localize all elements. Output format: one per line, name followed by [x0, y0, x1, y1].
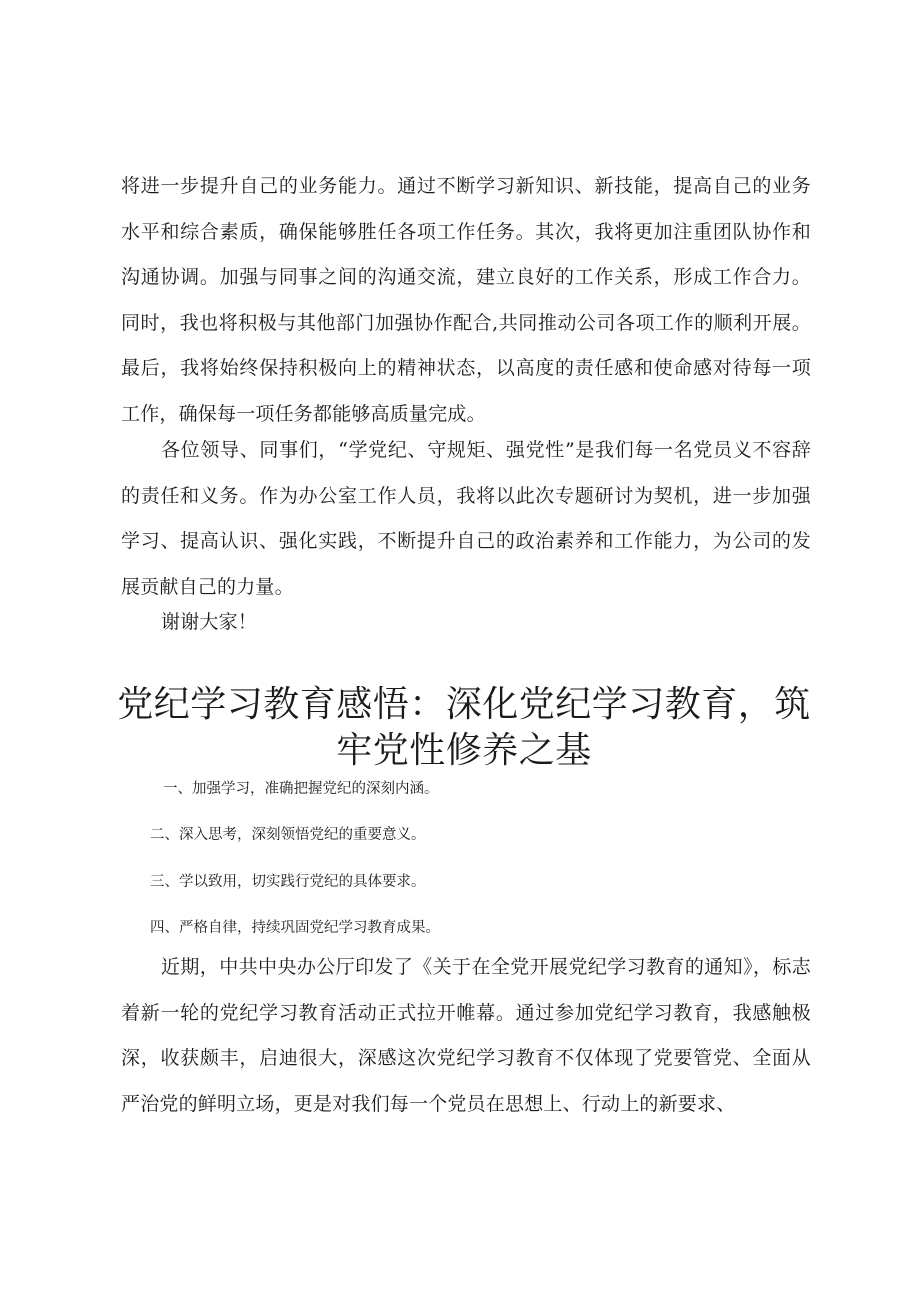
paragraph-body: 近期，中共中央办公厅印发了《关于在全党开展党纪学习教育的通知》，标志着新一轮的党纪学习教育活动正式拉开帷幕。通过参加党纪学习教育，我感触极深，收获颇丰，启迪很大，深感这次党纪学习教育不仅体现了党要管党、全面从严治党的鲜明立场，更是对我们每一个党员在思想上、行动上的新要求、: [121, 956, 811, 1115]
section-title: 党纪学习教育感悟：深化党纪学习教育，筑牢党性修养之基: [117, 684, 811, 771]
outline-item: 二、深入思考，深刻领悟党纪的重要意义。: [150, 827, 426, 843]
outline-item: 一、加强学习，准确把握党纪的深刻内涵。: [163, 781, 439, 797]
outline-item: 三、学以致用，切实践行党纪的具体要求。: [150, 874, 426, 890]
paragraph-closing-remarks: 各位领导、同事们，“学党纪、守规矩、强党性”是我们每一名党员义不容辞的责任和义务。作为办公室工作人员，我将以此次专题研讨为契机，进一步加强学习、提高认识、强化实践，不断提升自己的政治素养和工作能力，为公司的发展贡献自己的力量。: [121, 439, 811, 598]
paragraph-continuation: 将进一步提升自己的业务能力。通过不断学习新知识、新技能，提高自己的业务水平和综合素质，确保能够胜任各项工作任务。其次，我将更加注重团队协作和沟通协调。加强与同事之间的沟通交流，建立良好的工作关系，形成工作合力。同时，我也将积极与其他部门加强协作配合,共同推动公司各项工作的顺利开展。最后，我将始终保持积极向上的精神状态，以高度的责任感和使命感对待每一项工作，确保每一项任务都能够高质量完成。: [121, 175, 811, 425]
paragraph-thanks: 谢谢大家！: [161, 611, 258, 633]
outline-item: 四、严格自律，持续巩固党纪学习教育成果。: [150, 920, 440, 936]
